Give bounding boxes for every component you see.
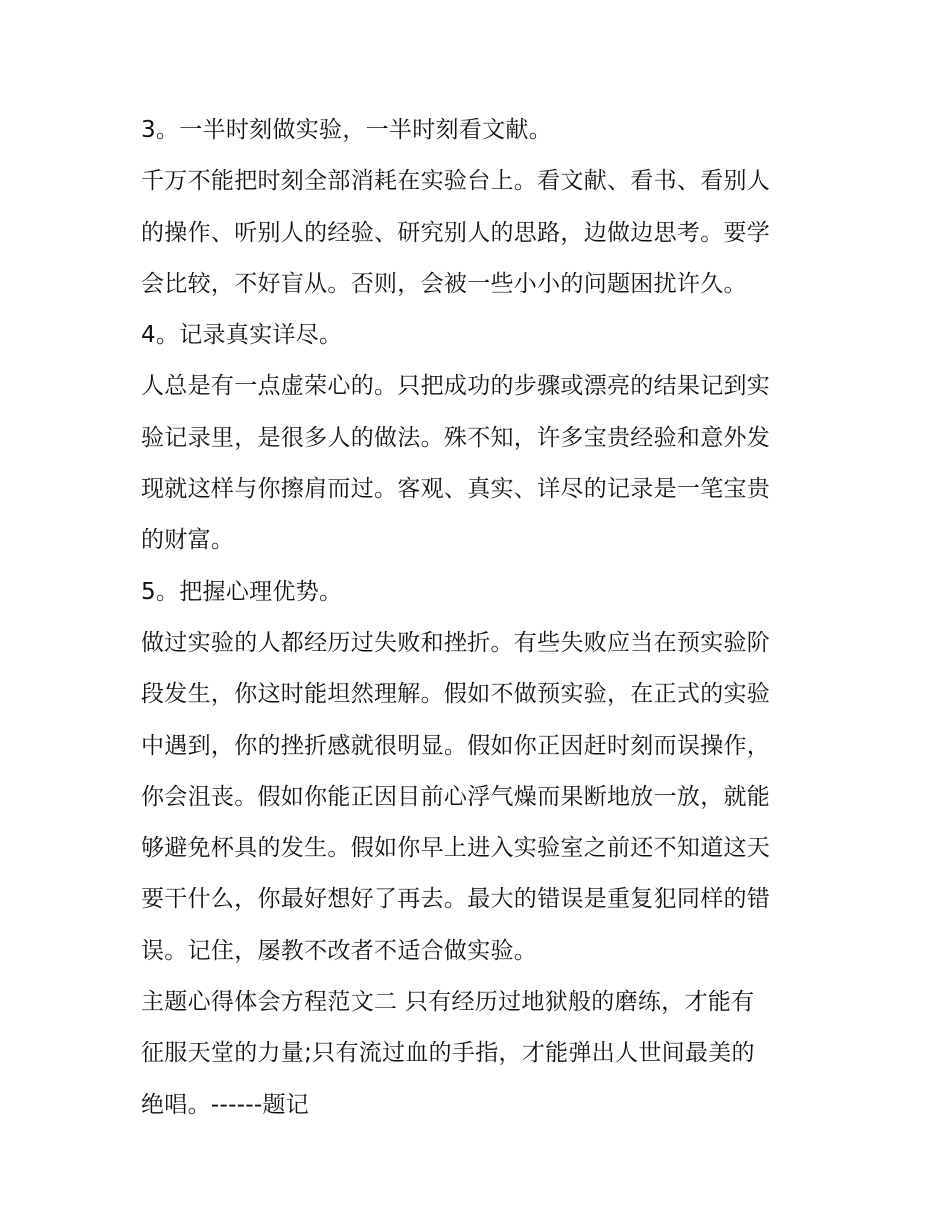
- paragraph-line: 段发生，你这时能坦然理解。假如不做预实验，在正式的实验: [141, 681, 771, 708]
- paragraph-line: 千万不能把时刻全部消耗在实验台上。看文献、看书、看别人: [141, 168, 771, 195]
- paragraph-line: 做过实验的人都经历过失败和挫折。有些失败应当在预实验阶: [141, 629, 771, 656]
- paragraph-line: 误。记住，屡教不改者不适合做实验。: [141, 937, 538, 964]
- section-5: [141, 570, 821, 980]
- paragraph-line: 人总是有一点虚荣心的。只把成功的步骤或漂亮的结果记到实: [141, 373, 771, 400]
- paragraph-line: 征服天堂的力量;只有流过血的手指，才能弹出人世间最美的: [141, 1040, 755, 1067]
- paragraph-line: 验记录里，是很多人的做法。殊不知，许多宝贵经验和意外发: [141, 424, 771, 451]
- document-body: [141, 108, 821, 1134]
- section-heading: 3。一半时刻做实验，一半时刻看文献。: [141, 117, 553, 143]
- paragraph-line: 的操作、听别人的经验、研究别人的思路，边做边思考。要学: [141, 219, 771, 246]
- paragraph-line: 够避免杯具的发生。假如你早上进入实验室之前还不知道这天: [141, 835, 771, 862]
- section-3: [141, 108, 821, 313]
- paragraph-line: 你会沮丧。假如你能正因目前心浮气燥而果断地放一放，就能: [141, 783, 771, 810]
- paragraph-line: 现就这样与你擦肩而过。客观、真实、详尽的记录是一笔宝贵: [141, 476, 771, 503]
- section-4: [141, 313, 821, 569]
- paragraph-line: 中遇到，你的挫折感就很明显。假如你正因赶时刻而误操作，: [141, 732, 771, 759]
- section-heading: 4。记录真实详尽。: [141, 322, 343, 349]
- paragraph-line: 的财富。: [141, 527, 235, 554]
- paragraph-line: 主题心得体会方程范文二 只有经历过地狱般的磨练，才能有: [141, 989, 755, 1016]
- section-heading: 5。把握心理优势。: [141, 578, 343, 605]
- paragraph-line: 绝唱。------题记: [141, 1091, 310, 1118]
- closing-paragraph: [141, 980, 821, 1134]
- paragraph-line: 要干什么，你最好想好了再去。最大的错误是重复犯同样的错: [141, 886, 771, 913]
- paragraph-line: 会比较，不好盲从。否则，会被一些小小的问题困扰许久。: [141, 270, 747, 297]
